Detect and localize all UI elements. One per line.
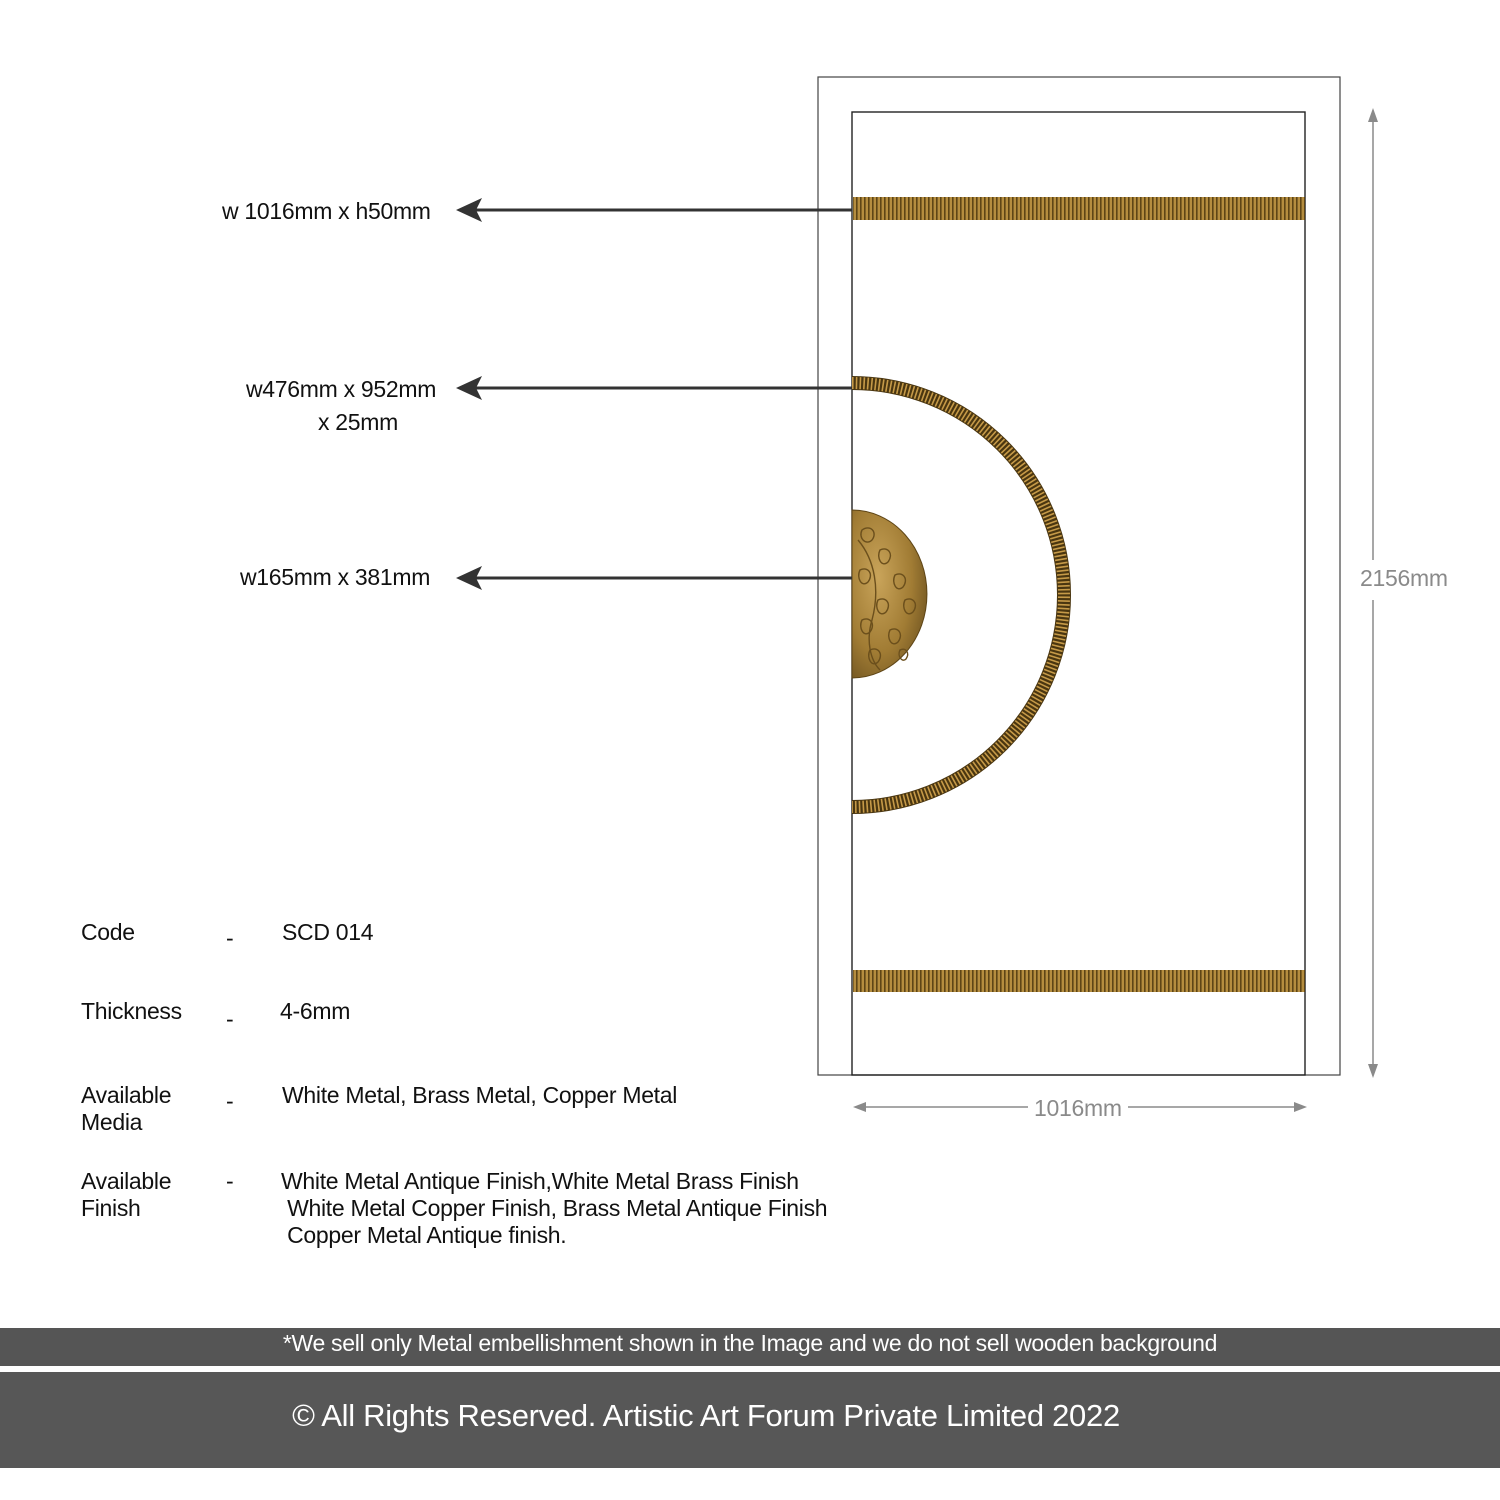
spec-thickness-label: Thickness: [81, 998, 182, 1024]
bottom-brass-strip: [853, 970, 1305, 992]
spec-thickness-value: 4-6mm: [280, 998, 351, 1024]
callout-label-ring-line2: x 25mm: [318, 409, 398, 435]
width-dimension-label: 1016mm: [1034, 1095, 1122, 1121]
spec-media-separator: -: [226, 1088, 234, 1114]
spec-finish-label: Available Finish: [81, 1168, 172, 1221]
height-dimension-label: 2156mm: [1360, 565, 1448, 591]
width-dim-arrow-right: [1294, 1102, 1307, 1112]
callout-label-medallion: w165mm x 381mm: [240, 564, 431, 590]
callout-label-top-strip: w 1016mm x h50mm: [222, 198, 431, 224]
spec-code-value: SCD 014: [282, 919, 374, 945]
top-brass-strip: [853, 197, 1305, 220]
spec-media-value: White Metal, Brass Metal, Copper Metal: [282, 1082, 678, 1108]
spec-thickness-separator: -: [226, 1006, 234, 1032]
spec-media-label: Available Media: [81, 1082, 172, 1135]
copyright-text: © All Rights Reserved. Artistic Art Forum Private Limited 2022: [292, 1398, 1120, 1433]
half-medallion: [852, 510, 927, 678]
height-dim-arrow-bottom: [1368, 1064, 1378, 1078]
spec-finish-separator: -: [226, 1168, 234, 1194]
disclaimer-text: *We sell only Metal embellishment shown in the Image and we do not sell wooden background: [282, 1330, 1218, 1356]
height-dim-arrow-top: [1368, 108, 1378, 122]
width-dim-arrow-left: [853, 1102, 866, 1112]
spec-code-label: Code: [81, 919, 135, 945]
spec-finish-value: White Metal Antique Finish,White Metal Brass Finish White Metal Copper Finish, Brass Metal Antique Finish Copper Metal Antique finish.: [281, 1168, 828, 1248]
callout-label-ring: w476mm x 952mm: [246, 376, 437, 402]
spec-code-separator: -: [226, 925, 234, 951]
